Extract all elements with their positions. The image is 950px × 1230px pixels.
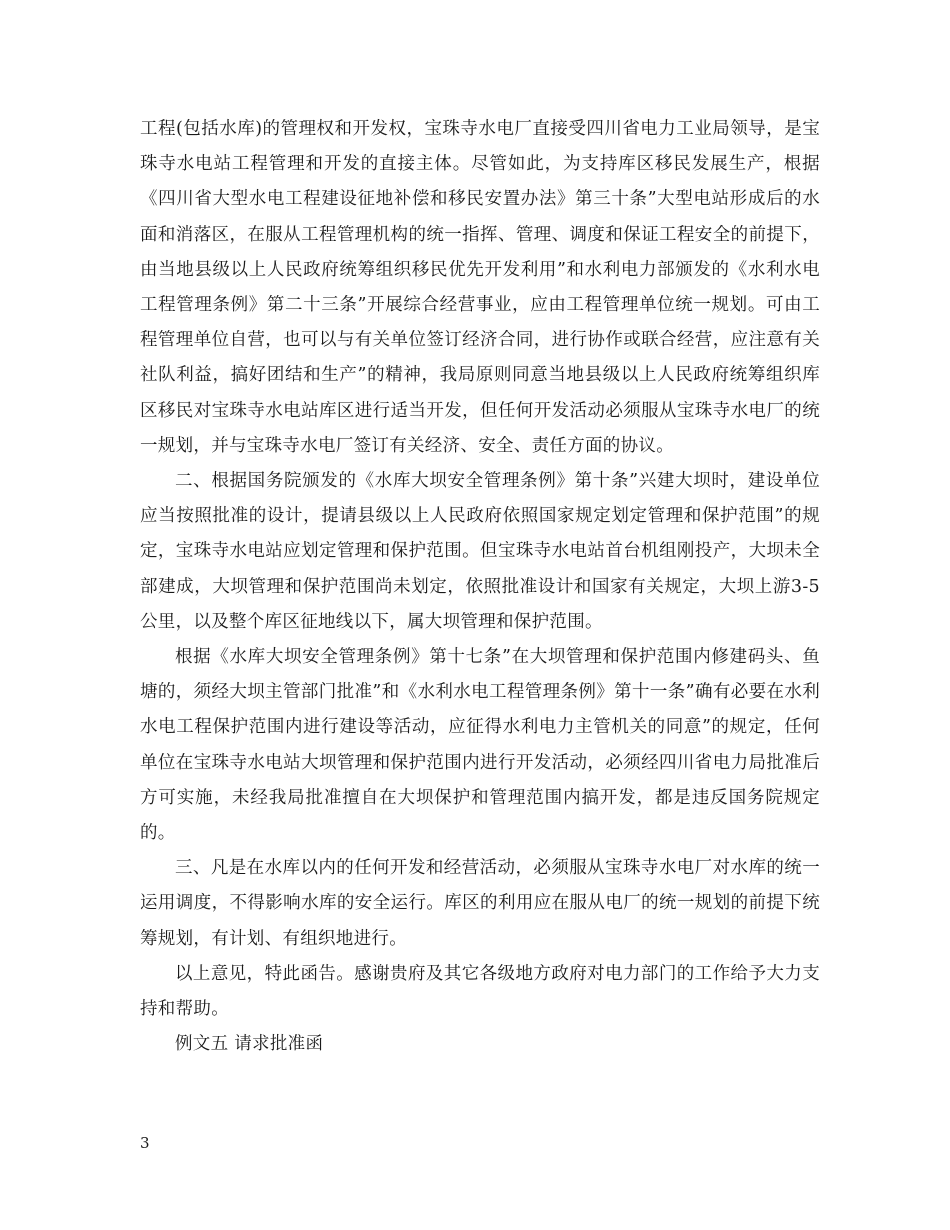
paragraph-regulations: 根据《水库大坝安全管理条例》第十七条”在大坝管理和保护范围内修建码头、鱼塘的，须经大坝主管部门批准”和《水利水电工程管理条例》第十一条”确有必要在水利水电工程保护范围内进行建设等活动，应征得水利电力主管机关的同意”的规定，任何单位在宝珠寺水电站大坝管理和保护范围内进行开发活动，必须经四川省电力局批准后方可实施，未经我局批准擅自在大坝保护和管理范围内搞开发，都是违反国务院规定的。 xyxy=(140,647,820,844)
page-number: 3 xyxy=(140,1134,150,1152)
paragraph-item-three: 三、凡是在水库以内的任何开发和经营活动，必须服从宝珠寺水电厂对水库的统一运用调度，不得影响水库的安全运行。库区的利用应在服从电厂的统一规划的前提下统筹规划，有计划、有组织地进行。 xyxy=(140,858,820,949)
paragraph-item-two: 二、根据国务院颁发的《水库大坝安全管理条例》第十条”兴建大坝时，建设单位应当按照批准的设计，提请县级以上人民政府依照国家规定划定管理和保护范围”的规定，宝珠寺水电站应划定管理和保护范围。但宝珠寺水电站首台机组刚投产，大坝未全部建成，大坝管理和保护范围尚未划定，依照批准设计和国家有关规定，大坝上游3-5公里，以及整个库区征地线以下，属大坝管理和保护范围。 xyxy=(140,471,820,632)
paragraph-example-heading: 例文五 请求批准函 xyxy=(175,1034,324,1055)
document-body xyxy=(140,112,820,1062)
paragraph-management-rights: 工程(包括水库)的管理权和开发权，宝珠寺水电厂直接受四川省电力工业局领导，是宝珠寺水电站工程管理和开发的直接主体。尽管如此，为支持库区移民发展生产，根据《四川省大型水电工程建设征地补偿和移民安置办法》第三十条”大型电站形成后的水面和消落区，在服从工程管理机构的统一指挥、管理、调度和保证工程安全的前提下，由当地县级以上人民政府统筹组织移民优先开发利用”和水利电力部颁发的《水利水电工程管理条例》第二十三条”开展综合经营事业，应由工程管理单位统一规划。可由工程管理单位自营，也可以与有关单位签订经济合同，进行协作或联合经营，应注意有关社队利益，搞好团结和生产”的精神，我局原则同意当地县级以上人民政府统筹组织库区移民对宝珠寺水电站库区进行适当开发，但任何开发活动必须服从宝珠寺水电厂的统一规划，并与宝珠寺水电厂签订有关经济、安全、责任方面的协议。 xyxy=(140,119,820,456)
paragraph-closing: 以上意见，特此函告。感谢贵府及其它各级地方政府对电力部门的工作给予大力支持和帮助。 xyxy=(140,963,820,1020)
